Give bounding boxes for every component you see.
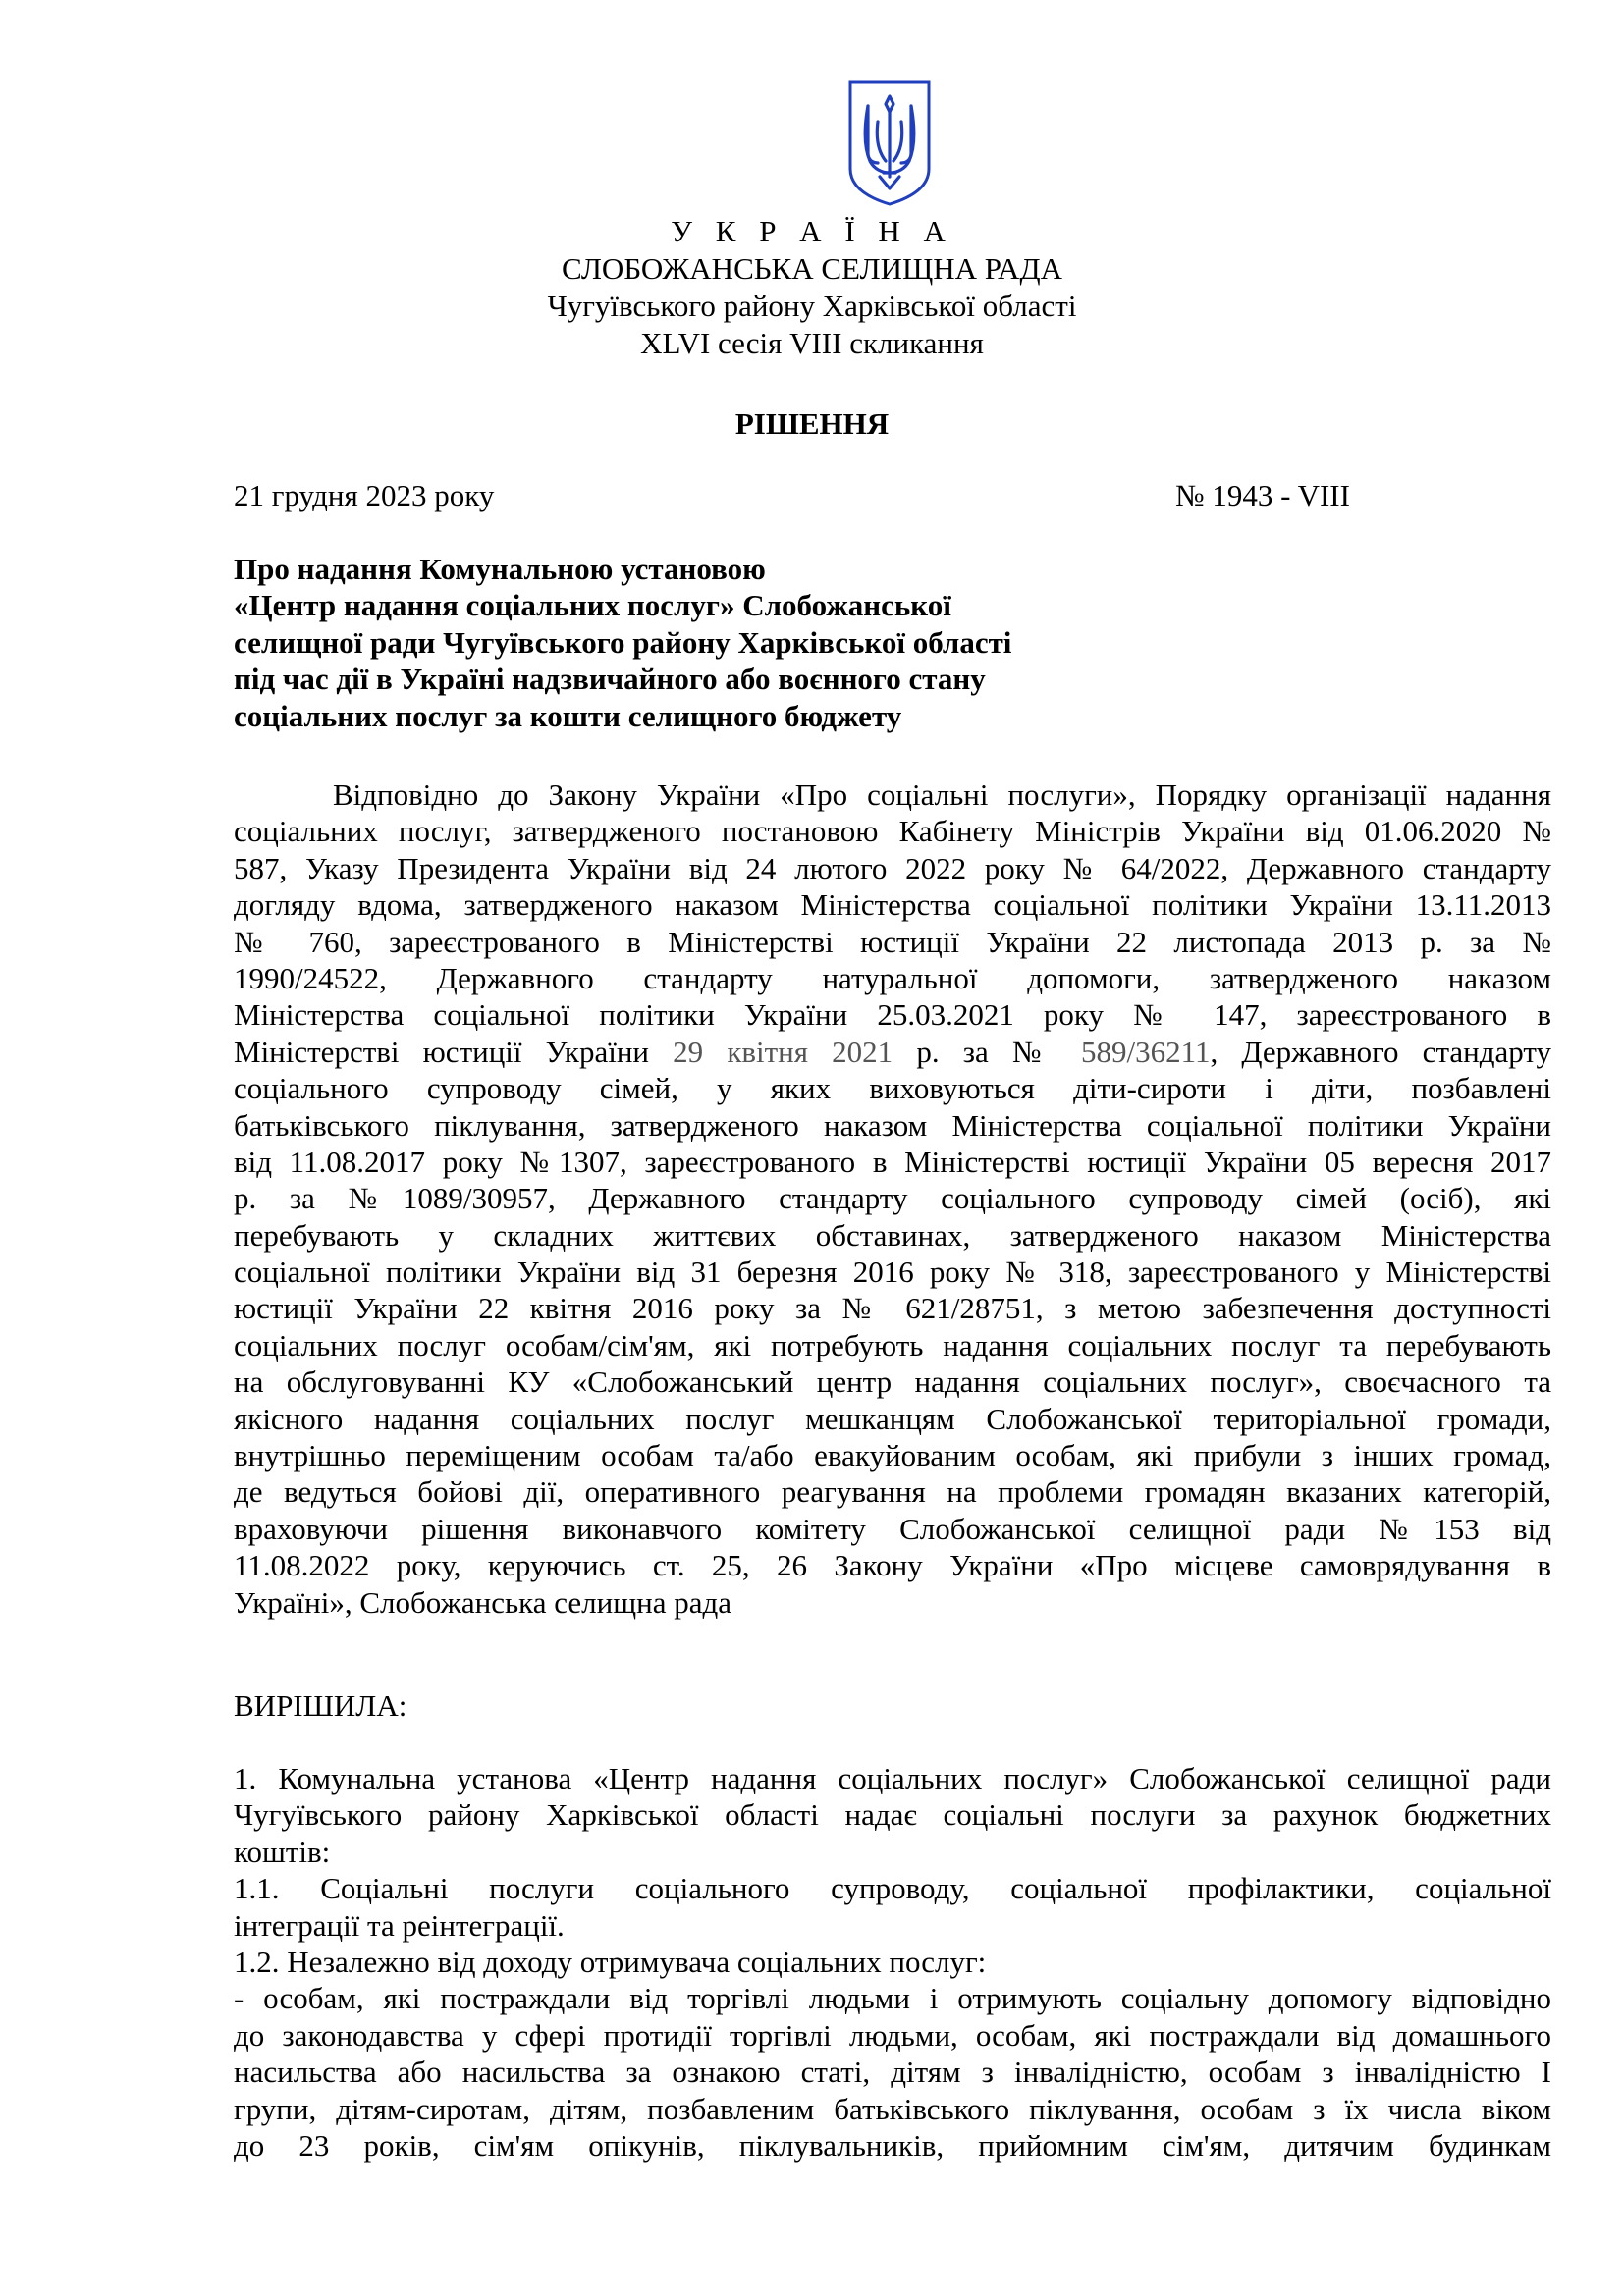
subject-line: під час дії в Україні надзвичайного або воєнного стану [234, 662, 986, 697]
decided-heading [234, 1687, 1551, 1724]
point-1-2-line: - особам, які постраждали від торгівлі людьми і отримують соціальну допомогу відповідно [234, 1981, 1551, 2016]
point-1-2-heading: 1.2. Незалежно від доходу отримувача соціальних послуг: [234, 1944, 987, 1979]
preamble-line: Відповідно до Закону України «Про соціальні послуги», Порядку організації надання [333, 777, 1551, 812]
preamble-line: враховуючи рішення виконавчого комітету Слобожанської селищної ради №153 від [234, 1511, 1551, 1546]
document-header [0, 213, 1624, 362]
preamble-line: 587, Указу Президента України від 24 лютого 2022 року № 64/2022, Державного стандарту [234, 850, 1551, 885]
preamble-fragment: р. за № [893, 1034, 1082, 1069]
preamble-line: догляду вдома, затвердженого наказом Міністерства соціальної політики України 13.11.2013 [234, 887, 1551, 923]
district-name: Чугуївського району Харківської області [547, 289, 1077, 323]
point-1-2-line: насильства або насильства за ознакою статі, дітям з інвалідністю, особам з інвалідністю І [234, 2055, 1551, 2090]
subject-line: «Центр надання соціальних послуг» Слобожанської [234, 588, 951, 623]
preamble-line: № 760, зареєстрованого в Міністерстві юстиції України 22 листопада 2013 р. за № [234, 924, 1551, 959]
country-name: У К Р А Ї Н А [671, 214, 953, 248]
registration-date: 29 квітня 2021 [673, 1034, 893, 1069]
preamble-line: 11.08.2022 року, керуючись ст. 25, 26 Закону України «Про місцеве самоврядування в [234, 1548, 1551, 1583]
preamble-line: на обслуговуванні КУ «Слобожанський центр надання соціальних послуг», своєчасного та [234, 1364, 1551, 1400]
council-name: СЛОБОЖАНСЬКА СЕЛИЩНА РАДА [562, 251, 1062, 286]
decided-label: ВИРІШИЛА: [234, 1688, 407, 1723]
point-1-line: коштів: [234, 1834, 331, 1869]
preamble-line: Україні», Слобожанська селищна рада [234, 1584, 731, 1620]
subject-line: соціальних послуг за кошти селищного бюджету [234, 698, 902, 733]
point-1-line: Чугуївського району Харківської області надає соціальні послуги за рахунок бюджетних [234, 1797, 1551, 1833]
session-name: XLVI сесія VIII скликання [640, 326, 984, 360]
point-1-1-line: 1.1. Соціальні послуги соціального супроводу, соціальної профілактики, соціальної [234, 1871, 1551, 1906]
preamble-line: внутрішньо переміщеним особам та/або евакуйованим особам, які прибули з інших громад, [234, 1438, 1551, 1473]
document-date: 21 грудня 2023 року [234, 478, 495, 512]
subject-line: Про надання Комунальною установою [234, 552, 766, 586]
point-1-paragraph [234, 1760, 1551, 2163]
point-1-1-line: інтеграції та реінтеграції. [234, 1907, 565, 1943]
preamble-line: Міністерства соціальної політики України 25.03.2021 року № 147, зареєстрованого в [234, 997, 1551, 1033]
preamble-line: якісного надання соціальних послуг мешканцям Слобожанської територіальної громади, [234, 1401, 1551, 1436]
preamble-paragraph [234, 776, 1551, 1621]
registration-number: 589/36211 [1081, 1034, 1211, 1069]
preamble-line: 1990/24522, Державного стандарту натуральної допомоги, затвердженого наказом [234, 960, 1551, 995]
subject-line: селищної ради Чугуївського району Харківської області [234, 624, 1012, 660]
point-1-2-line: до законодавства у сфері протидії торгівлі людьми, особам, які постраждали від домашнього [234, 2017, 1551, 2053]
document-type: РІШЕННЯ [734, 406, 890, 441]
preamble-fragment: Міністерстві юстиції України [234, 1034, 674, 1069]
point-1-2-line: групи, дітям-сиротам, дітям, позбавленим батьківського піклування, особам з їх числа віком [234, 2091, 1551, 2126]
preamble-fragment: , Державного стандарту [1210, 1034, 1551, 1069]
preamble-line: соціальної політики України від 31 березня 2016 року № 318, зареєстрованого у Міністерстві [234, 1255, 1551, 1290]
preamble-line: р. за №1089/30957, Державного стандарту соціального супроводу сімей (осіб), які [234, 1181, 1551, 1216]
preamble-line: перебувають у складних життєвих обставинах, затвердженого наказом Міністерства [234, 1217, 1551, 1253]
preamble-line: соціальних послуг особам/сім'ям, які потребують надання соціальних послуг та перебувають [234, 1327, 1551, 1362]
point-1-line: 1. Комунальна установа «Центр надання соціальних послуг» Слобожанської селищної ради [234, 1761, 1551, 1795]
document-number: № 1943 - VIII [1175, 478, 1350, 512]
preamble-line: соціального супроводу сімей, у яких виховуються діти-сироти і діти, позбавлені [234, 1071, 1551, 1106]
preamble-line [234, 1034, 1551, 1070]
preamble-line: де ведуться бойові дії, оперативного реагування на проблеми громадян вказаних категорій, [234, 1474, 1551, 1510]
coat-of-arms-icon [846, 79, 933, 208]
preamble-line: батьківського піклування, затвердженого наказом Міністерства соціальної політики України [234, 1107, 1551, 1143]
point-1-2-line: до 23 років, сім'ям опікунів, піклувальників, прийомним сім'ям, дитячим будинкам [234, 2127, 1551, 2163]
preamble-line: соціальних послуг, затвердженого постановою Кабінету Міністрів України від 01.06.2020 № [234, 814, 1551, 849]
document-subject [234, 551, 1117, 734]
preamble-line: від 11.08.2017 року №1307, зареєстрованого в Міністерстві юстиції України 05 вересня 2017 [234, 1144, 1551, 1179]
preamble-line: юстиції України 22 квітня 2016 року за № 621/28751, з метою забезпечення доступності [234, 1291, 1551, 1326]
